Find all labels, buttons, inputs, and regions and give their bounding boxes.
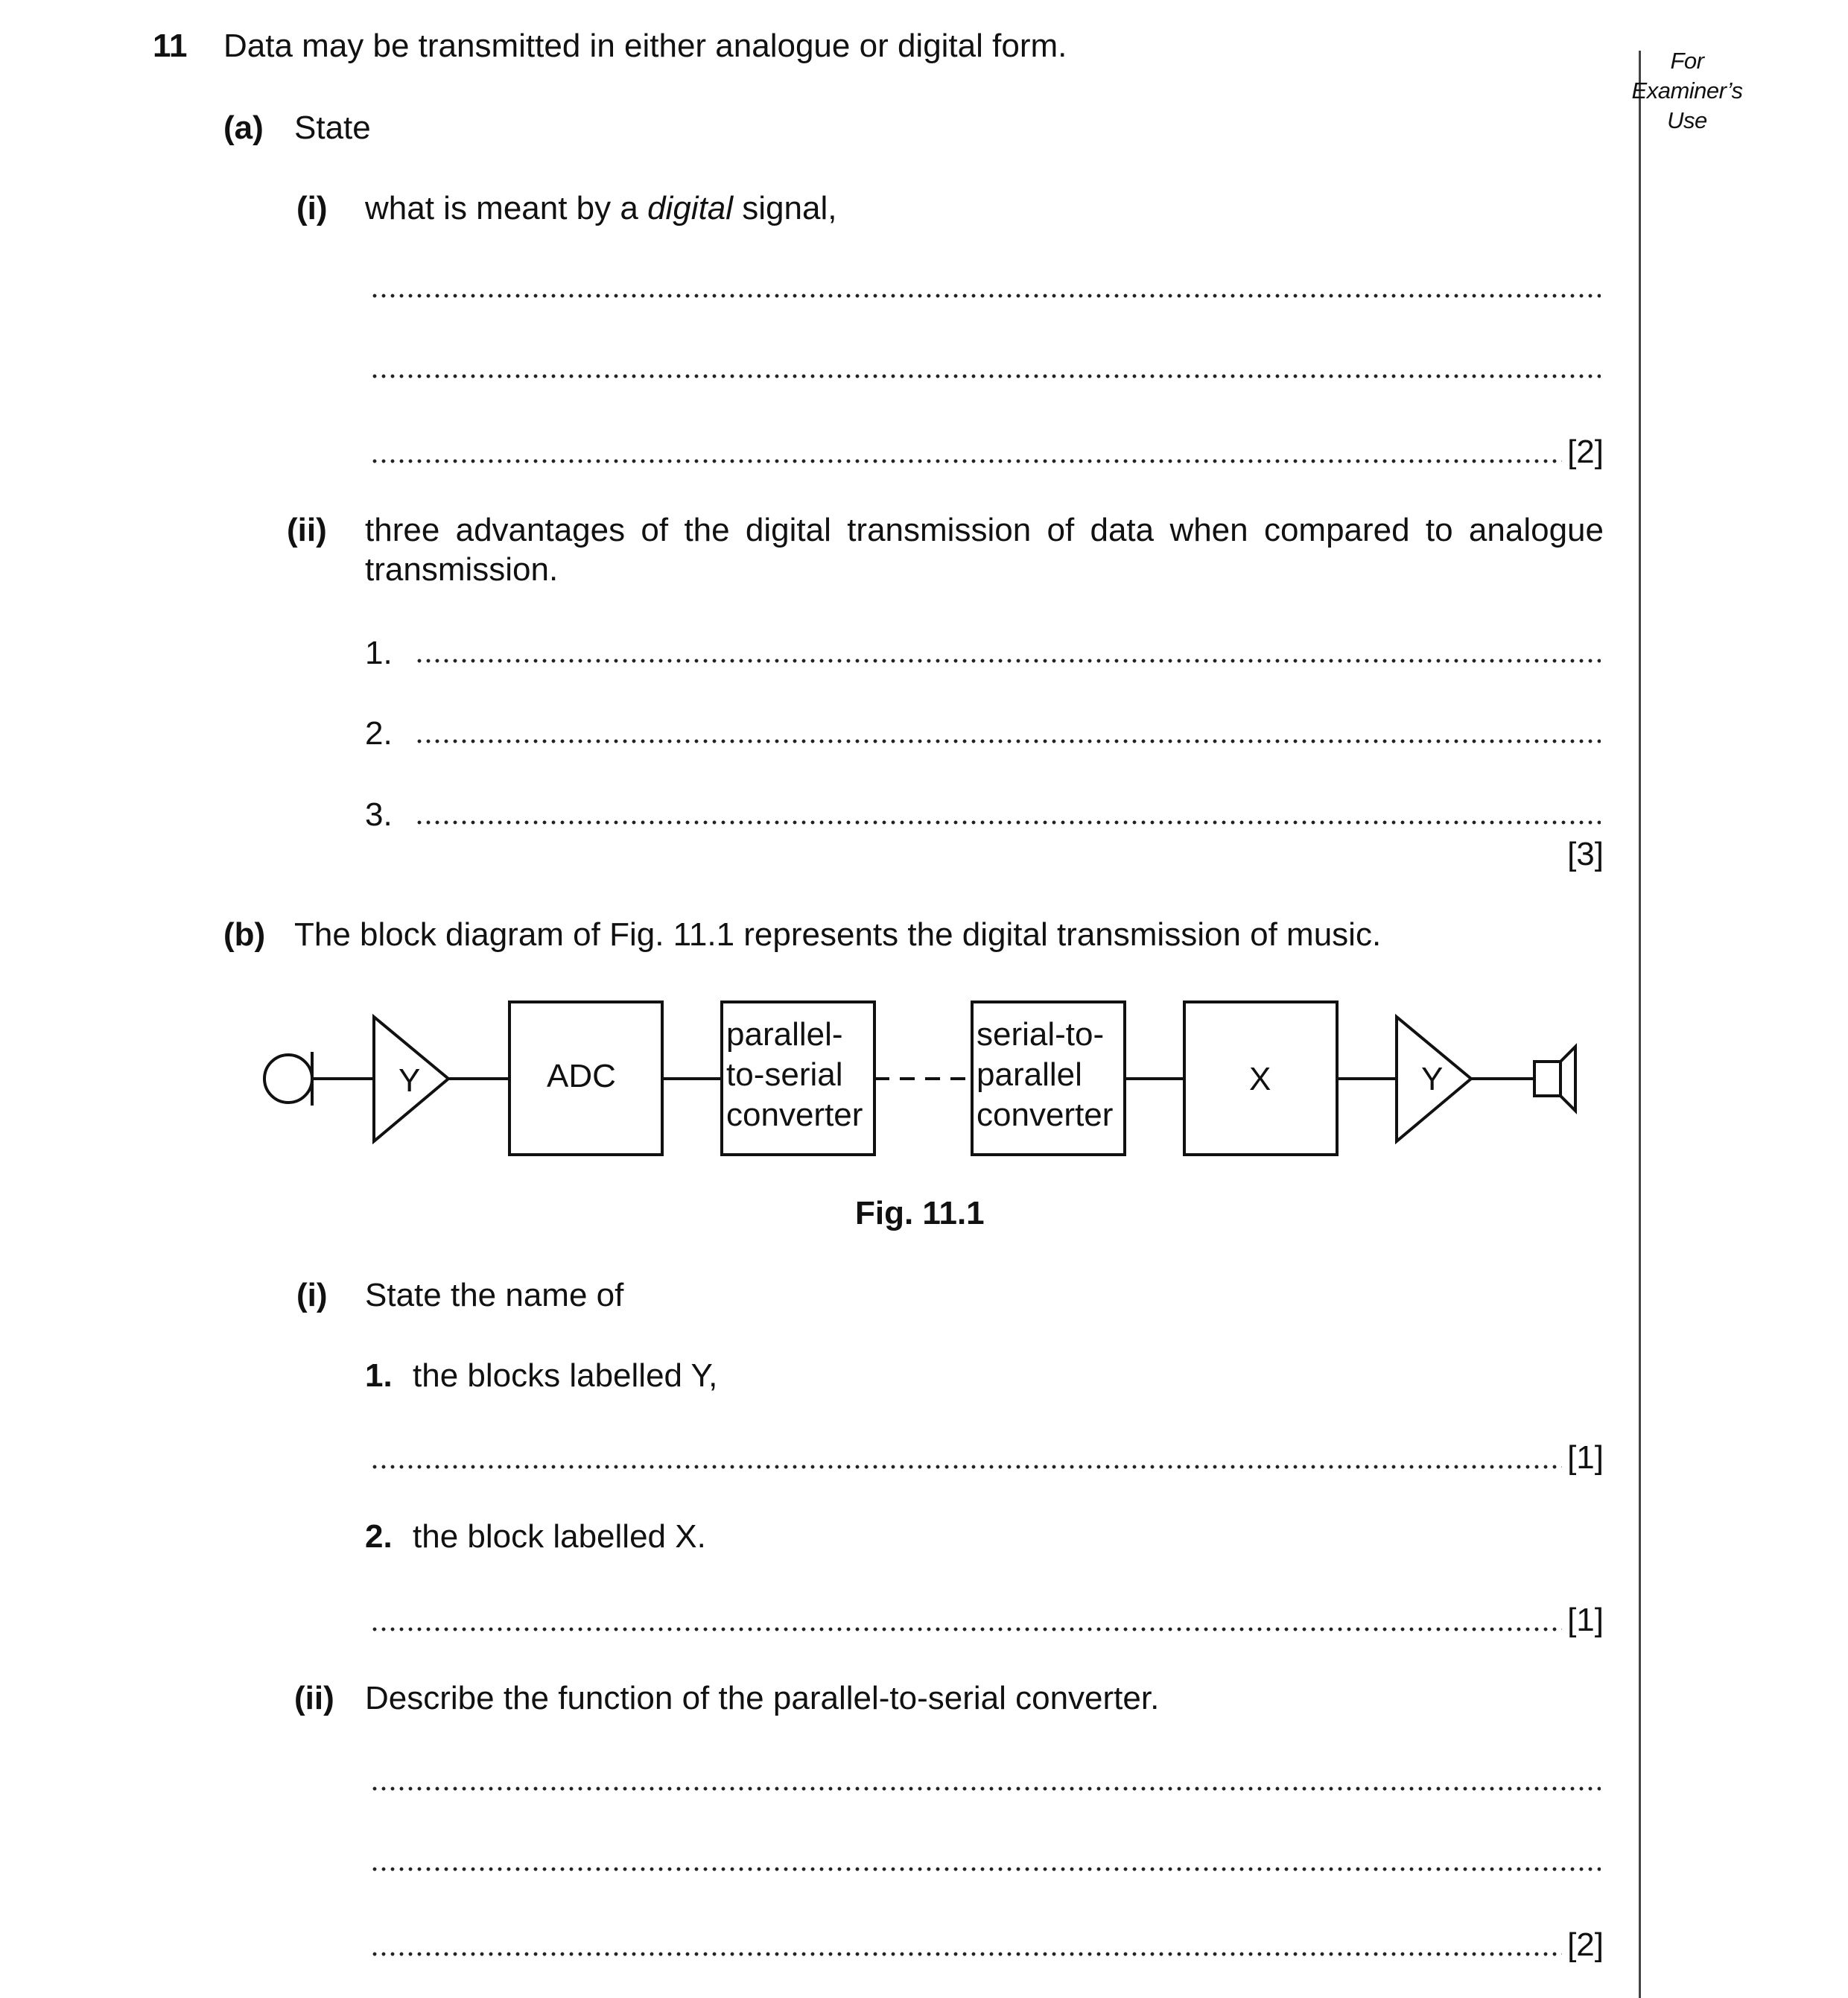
- examiner-margin-rule: [1639, 51, 1641, 1998]
- question-stem: Data may be transmitted in either analogue or digital form.: [223, 28, 1067, 64]
- s2p-label-line3: converter: [977, 1097, 1114, 1133]
- answer-line[interactable]: [415, 820, 1601, 825]
- marks-label: [3]: [1567, 836, 1604, 872]
- part-a-ii-label: (ii): [287, 512, 327, 548]
- part-b-text: The block diagram of Fig. 11.1 represents the digital transmission of music.: [294, 916, 1382, 953]
- part-b-ii-label: (ii): [294, 1680, 334, 1716]
- answer-line[interactable]: [370, 1786, 1601, 1791]
- marks-label: [1]: [1567, 1439, 1604, 1476]
- amplifier-y-right-label: Y: [1421, 1061, 1444, 1097]
- answer-line[interactable]: [370, 1867, 1601, 1871]
- part-a-ii-question-line1: three advantages of the digital transmission of data when compared to analogue: [365, 512, 1604, 548]
- part-a-ii-question-line2: transmission.: [365, 551, 559, 588]
- marks-label: [1]: [1567, 1602, 1604, 1638]
- answer-line[interactable]: [370, 374, 1601, 378]
- part-b-ii-question: Describe the function of the parallel-to-serial converter.: [365, 1680, 1160, 1716]
- sub-item-number: 2.: [365, 1518, 393, 1555]
- p2s-label-line2: to-serial: [726, 1056, 843, 1093]
- part-b-i-label: (i): [296, 1277, 328, 1313]
- marks-label: [2]: [1567, 1926, 1604, 1963]
- question-number: 11: [153, 28, 188, 64]
- answer-line[interactable]: [370, 294, 1601, 298]
- answer-line[interactable]: [370, 1952, 1562, 1956]
- answer-line[interactable]: [370, 459, 1562, 463]
- loudspeaker-icon: [1534, 1062, 1560, 1096]
- block-diagram: [253, 995, 1594, 1166]
- list-item-number: 1.: [365, 635, 393, 671]
- answer-line[interactable]: [415, 739, 1601, 743]
- figure-caption: Fig. 11.1: [855, 1195, 985, 1231]
- part-a-i-question: what is meant by a digital signal,: [365, 190, 837, 226]
- answer-line[interactable]: [370, 1627, 1562, 1631]
- block-x-label: X: [1249, 1061, 1271, 1097]
- p2s-label-line3: converter: [726, 1097, 863, 1133]
- list-item-number: 3.: [365, 796, 393, 833]
- sub-item-text: the block labelled X.: [413, 1518, 706, 1555]
- answer-line[interactable]: [415, 659, 1601, 663]
- sub-item-text: the blocks labelled Y,: [413, 1357, 718, 1394]
- microphone-icon: [264, 1055, 312, 1103]
- s2p-label-line1: serial-to-: [977, 1016, 1105, 1053]
- part-b-i-question: State the name of: [365, 1277, 624, 1313]
- part-a-text: State: [294, 110, 371, 146]
- sub-item-number: 1.: [365, 1357, 393, 1394]
- part-a-i-label: (i): [296, 190, 328, 226]
- adc-label: ADC: [547, 1058, 616, 1094]
- s2p-label-line2: parallel: [977, 1056, 1082, 1093]
- list-item-number: 2.: [365, 715, 393, 752]
- amplifier-y-left-label: Y: [399, 1062, 421, 1099]
- answer-line[interactable]: [370, 1465, 1562, 1469]
- part-b-label: (b): [223, 916, 266, 953]
- p2s-label-line1: parallel-: [726, 1016, 843, 1053]
- part-a-label: (a): [223, 110, 264, 146]
- examiner-margin-note: For Examiner’s Use: [1631, 48, 1743, 133]
- marks-label: [2]: [1567, 434, 1604, 470]
